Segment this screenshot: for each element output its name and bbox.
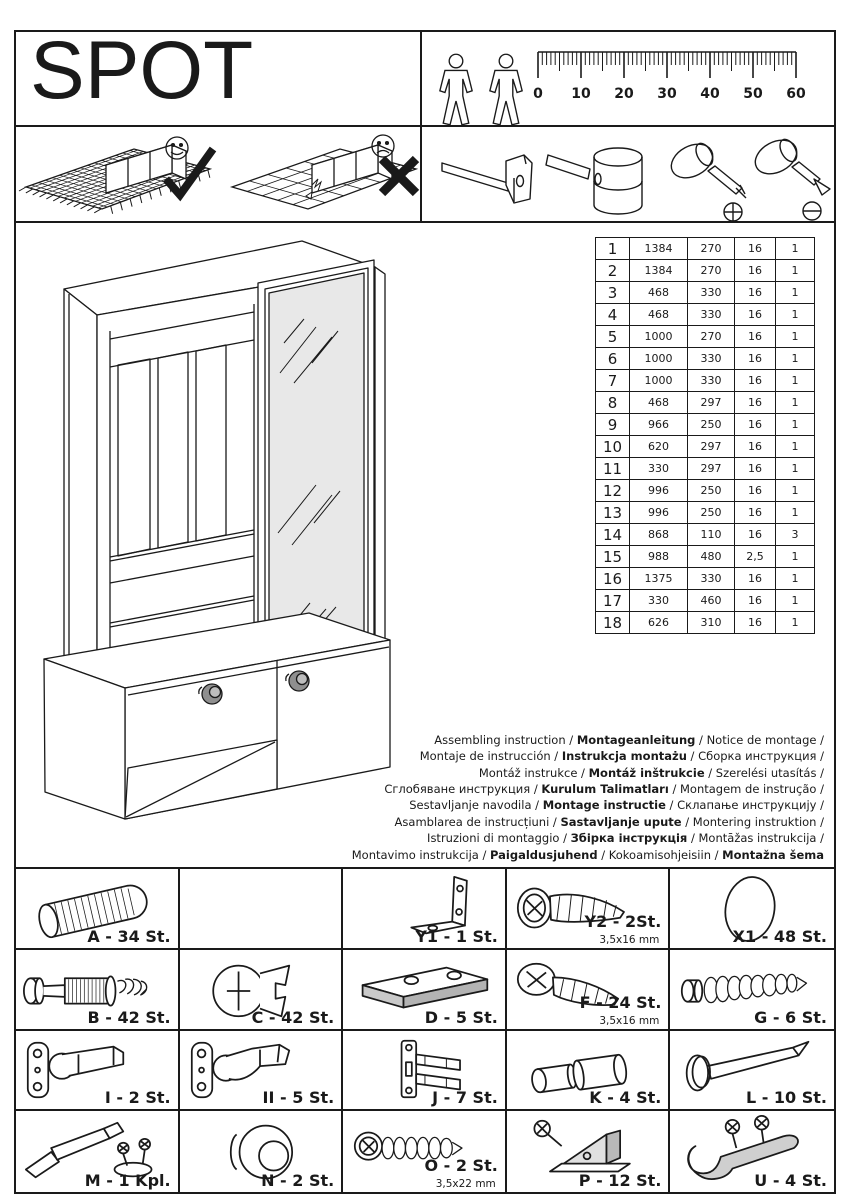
- part-dimension: 110: [688, 524, 735, 546]
- hardware-label: G - 6 St.: [754, 1007, 827, 1027]
- hardware-cell-empty: [180, 869, 344, 950]
- hardware-cell-P: [507, 1111, 671, 1192]
- tools-box: [422, 127, 834, 221]
- phillips-screwdriver-icon: [666, 137, 746, 221]
- part-dimension: 1: [776, 260, 815, 282]
- part-dimension: 1: [776, 546, 815, 568]
- part-number: 3: [596, 282, 630, 304]
- svg-text:40: 40: [700, 86, 720, 102]
- part-dimension: 966: [630, 414, 688, 436]
- hardware-label: I - 2 St.: [104, 1088, 171, 1108]
- parts-table-row: [596, 348, 815, 370]
- part-dimension: 996: [630, 502, 688, 524]
- part-dimension: 270: [688, 326, 735, 348]
- correct-placement-icon: [19, 137, 213, 214]
- part-dimension: 16: [735, 590, 776, 612]
- placement-and-tools-row: [16, 127, 834, 223]
- instruction-sheet: [14, 30, 836, 1194]
- instruction-line: Montaje de instrucción / Instrukcja montażu / Сборка инструкция /: [419, 749, 824, 764]
- part-dimension: 868: [630, 524, 688, 546]
- part-dimension: 460: [688, 590, 735, 612]
- part-dimension: 626: [630, 612, 688, 634]
- part-dimension: 16: [735, 326, 776, 348]
- part-dimension: 16: [735, 568, 776, 590]
- hardware-label: J - 7 St.: [432, 1088, 498, 1108]
- part-dimension: 16: [735, 392, 776, 414]
- part-dimension: 1: [776, 568, 815, 590]
- hardware-cell-I: [16, 1031, 180, 1112]
- hardware-cell-U: [670, 1111, 834, 1192]
- slot-symbol-icon: [803, 202, 821, 220]
- part-number: 7: [596, 370, 630, 392]
- hardware-parts-grid: [16, 869, 834, 1192]
- part-dimension: 1: [776, 612, 815, 634]
- part-dimension: 1384: [630, 238, 688, 260]
- part-dimension: 1: [776, 458, 815, 480]
- part-dimension: 468: [630, 282, 688, 304]
- parts-table-row: [596, 414, 815, 436]
- two-person-ruler-icon: [422, 32, 834, 125]
- part-dimension: 1000: [630, 326, 688, 348]
- incorrect-placement-icon: [232, 135, 416, 209]
- part-dimension: 1: [776, 480, 815, 502]
- part-number: 14: [596, 524, 630, 546]
- svg-text:50: 50: [743, 86, 763, 102]
- hardware-cell-F: [507, 950, 671, 1031]
- hardware-cell-G: [670, 950, 834, 1031]
- part-dimension: 297: [688, 458, 735, 480]
- part-number: 8: [596, 392, 630, 414]
- part-dimension: 16: [735, 480, 776, 502]
- part-number: 10: [596, 436, 630, 458]
- part-dimension: 297: [688, 436, 735, 458]
- parts-table-row: [596, 612, 815, 634]
- part-dimension: 1: [776, 304, 815, 326]
- mirror-glass: [269, 273, 364, 655]
- hardware-label: II - 5 St.: [262, 1088, 335, 1108]
- svg-text:60: 60: [786, 86, 806, 102]
- parts-table-row: [596, 502, 815, 524]
- main-panel: [16, 223, 834, 869]
- part-dimension: 1000: [630, 370, 688, 392]
- hardware-cell-O: [343, 1111, 507, 1192]
- hardware-label: K - 4 St.: [589, 1088, 662, 1108]
- hardware-label: A - 34 St.: [87, 926, 171, 946]
- part-dimension: 1: [776, 348, 815, 370]
- part-dimension: 16: [735, 436, 776, 458]
- product-title-box: [16, 32, 422, 125]
- part-dimension: 16: [735, 502, 776, 524]
- hardware-cell-M: [16, 1111, 180, 1192]
- parts-table-row: [596, 304, 815, 326]
- part-dimension: 16: [735, 348, 776, 370]
- part-number: 1: [596, 238, 630, 260]
- instruction-line: Assembling instruction / Montageanleitung / Notice de montage /: [434, 732, 824, 747]
- instruction-line: Montáž instrukce / Montáž inštrukcie / Szerelési utasítás /: [478, 765, 824, 780]
- hardware-cell-Y2: [507, 869, 671, 950]
- parts-table-row: [596, 590, 815, 612]
- hardware-label: X1 - 48 St.: [732, 926, 827, 946]
- parts-table-row: [596, 568, 815, 590]
- hardware-cell-J: [343, 1031, 507, 1112]
- instruction-line: Montavimo instrukcija / Paigaldusjuhend / Kokoamisohjeisiin / Montažna šema: [351, 847, 824, 862]
- parts-table-row: [596, 238, 815, 260]
- hardware-cell-II: [180, 1031, 344, 1112]
- part-dimension: 16: [735, 282, 776, 304]
- hardware-label: Y1 - 1 St.: [415, 926, 498, 946]
- part-dimension: 1384: [630, 260, 688, 282]
- part-number: 4: [596, 304, 630, 326]
- ruler-icon: [533, 52, 806, 102]
- part-dimension: 1: [776, 326, 815, 348]
- hardware-cell-B: [16, 950, 180, 1031]
- flat-screwdriver-icon: [750, 133, 830, 220]
- part-dimension: 16: [735, 370, 776, 392]
- hardware-cell-D: [343, 950, 507, 1031]
- part-dimension: 330: [688, 304, 735, 326]
- parts-table-row: [596, 260, 815, 282]
- parts-table-row: [596, 524, 815, 546]
- part-dimension: 1: [776, 282, 815, 304]
- part-dimension: 250: [688, 480, 735, 502]
- part-dimension: 1000: [630, 348, 688, 370]
- part-number: 15: [596, 546, 630, 568]
- people-and-ruler-box: [422, 32, 834, 125]
- part-number: 6: [596, 348, 630, 370]
- hardware-size: 3,5x16 mm: [599, 1014, 660, 1027]
- mallet-icon: [546, 148, 642, 214]
- part-dimension: 480: [688, 546, 735, 568]
- hardware-label: B - 42 St.: [87, 1007, 171, 1027]
- phillips-symbol-icon: [724, 203, 742, 221]
- part-number: 12: [596, 480, 630, 502]
- part-number: 2: [596, 260, 630, 282]
- part-dimension: 1: [776, 590, 815, 612]
- hardware-size: 3,5x22 mm: [435, 1178, 496, 1190]
- part-number: 11: [596, 458, 630, 480]
- hardware-cell-L: [670, 1031, 834, 1112]
- hardware-label: P - 12 St.: [578, 1171, 662, 1190]
- hardware-label: Y2 - 2St.: [584, 911, 662, 931]
- part-dimension: 1: [776, 370, 815, 392]
- part-dimension: 16: [735, 414, 776, 436]
- part-dimension: 16: [735, 458, 776, 480]
- header-row: [16, 32, 834, 127]
- hardware-label: U - 4 St.: [754, 1171, 827, 1190]
- part-dimension: 1: [776, 414, 815, 436]
- part-dimension: 330: [688, 568, 735, 590]
- part-dimension: 270: [688, 260, 735, 282]
- instruction-line: Istruzioni di montaggio / Збірка інструкція / Montāžas instrukcija /: [427, 831, 824, 846]
- part-dimension: 1: [776, 436, 815, 458]
- part-dimension: 330: [688, 348, 735, 370]
- tools-icons: [422, 127, 834, 221]
- part-dimension: 468: [630, 392, 688, 414]
- svg-text:10: 10: [571, 86, 591, 102]
- placement-advice-box: [16, 127, 422, 221]
- instruction-line: Asamblarea de instrucțiuni / Sastavljanje upute / Montering instruktion /: [394, 814, 824, 829]
- part-dimension: 250: [688, 414, 735, 436]
- parts-table-row: [596, 480, 815, 502]
- part-dimension: 1: [776, 392, 815, 414]
- hardware-label: C - 42 St.: [251, 1007, 335, 1027]
- parts-table-row: [596, 546, 815, 568]
- hardware-label: O - 2 St.: [424, 1156, 498, 1175]
- parts-table-row: [596, 282, 815, 304]
- part-dimension: 16: [735, 524, 776, 546]
- hardware-label: F - 24 St.: [579, 992, 662, 1012]
- part-dimension: 330: [688, 370, 735, 392]
- part-dimension: 310: [688, 612, 735, 634]
- part-dimension: 270: [688, 238, 735, 260]
- part-dimension: 1: [776, 238, 815, 260]
- person-icon: [440, 54, 472, 125]
- part-dimension: 988: [630, 546, 688, 568]
- page-title: SPOT: [30, 32, 254, 116]
- part-dimension: 620: [630, 436, 688, 458]
- part-dimension: 996: [630, 480, 688, 502]
- person-icon: [490, 54, 522, 125]
- part-number: 13: [596, 502, 630, 524]
- svg-text:20: 20: [614, 86, 634, 102]
- parts-table-row: [596, 458, 815, 480]
- placement-diagrams: [16, 127, 420, 221]
- parts-table-row: [596, 392, 815, 414]
- instruction-line: Sestavljanje navodila / Montage instructie / Склапање инструкцију /: [409, 798, 824, 813]
- part-dimension: 1: [776, 502, 815, 524]
- part-number: 18: [596, 612, 630, 634]
- hammer-icon: [442, 155, 532, 203]
- hardware-cell-X1: [670, 869, 834, 950]
- svg-text:0: 0: [533, 86, 543, 102]
- hardware-cell-Y1: [343, 869, 507, 950]
- part-number: 5: [596, 326, 630, 348]
- part-dimension: 16: [735, 304, 776, 326]
- part-dimension: 16: [735, 612, 776, 634]
- part-dimension: 16: [735, 238, 776, 260]
- part-dimension: 330: [630, 458, 688, 480]
- multilingual-instruction-text: [284, 732, 824, 863]
- hardware-size: 3,5x16 mm: [599, 933, 660, 946]
- parts-table-row: [596, 370, 815, 392]
- hardware-label: L - 10 St.: [745, 1088, 827, 1108]
- part-number: 16: [596, 568, 630, 590]
- hardware-cell-C: [180, 950, 344, 1031]
- instruction-line: Сглобяване инструкция / Kurulum Talimatları / Montagem de instrução /: [384, 781, 824, 796]
- hardware-label: N - 2 St.: [261, 1171, 335, 1190]
- part-dimension: 16: [735, 260, 776, 282]
- hardware-cell-A: [16, 869, 180, 950]
- part-dimension: 250: [688, 502, 735, 524]
- part-dimension: 297: [688, 392, 735, 414]
- parts-table-row: [596, 436, 815, 458]
- hardware-cell-N: [180, 1111, 344, 1192]
- part-dimension: 330: [630, 590, 688, 612]
- svg-text:30: 30: [657, 86, 677, 102]
- hardware-label: M - 1 Kpl.: [84, 1171, 171, 1190]
- part-dimension: 3: [776, 524, 815, 546]
- panel-dimensions-table: [595, 237, 815, 634]
- parts-table-row: [596, 326, 815, 348]
- part-dimension: 1375: [630, 568, 688, 590]
- part-dimension: 2,5: [735, 546, 776, 568]
- part-dimension: 330: [688, 282, 735, 304]
- hardware-label: D - 5 St.: [424, 1007, 498, 1027]
- hardware-cell-K: [507, 1031, 671, 1112]
- part-number: 9: [596, 414, 630, 436]
- part-number: 17: [596, 590, 630, 612]
- part-dimension: 468: [630, 304, 688, 326]
